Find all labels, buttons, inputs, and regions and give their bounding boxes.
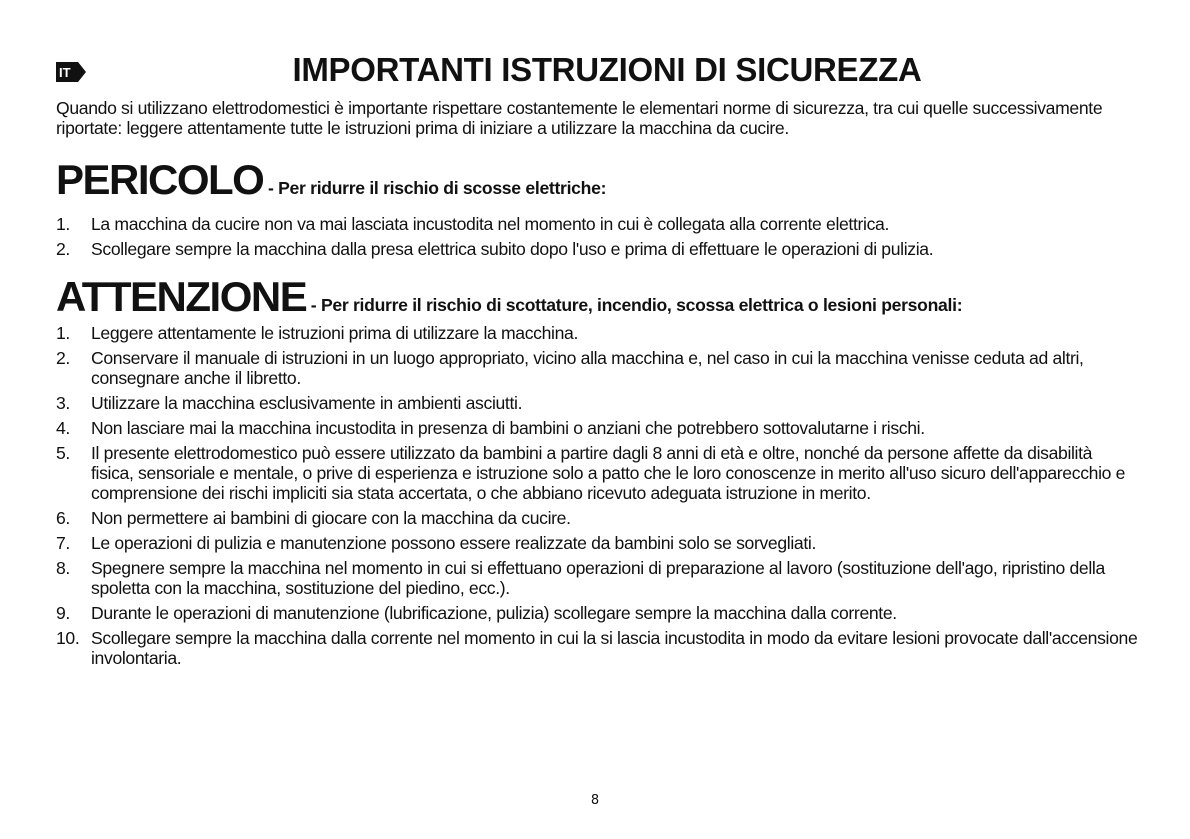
list-item-text: Durante le operazioni di manutenzione (lubrificazione, pulizia) scollegare sempre la macchina dalla corrente. bbox=[91, 603, 897, 623]
list-item bbox=[56, 239, 1138, 259]
list-item-text: Non lasciare mai la macchina incustodita in presenza di bambini o anziani che potrebbero sottovalutarne i rischi. bbox=[91, 418, 925, 438]
pericolo-heading bbox=[56, 156, 1138, 210]
page-title: IMPORTANTI ISTRUZIONI DI SICUREZZA bbox=[292, 51, 922, 88]
list-item-number: 4. bbox=[56, 418, 70, 438]
list-item bbox=[56, 393, 1138, 413]
list-item bbox=[56, 418, 1138, 438]
list-item-number: 1. bbox=[56, 214, 70, 234]
list-item-number: 6. bbox=[56, 508, 70, 528]
pericolo-title: PERICOLO bbox=[56, 156, 264, 203]
manual-page bbox=[56, 50, 1138, 673]
list-item bbox=[56, 214, 1138, 234]
list-item-text: Scollegare sempre la macchina dalla corrente nel momento in cui la si lascia incustodita in modo da evitare lesioni provocate dall'accensione involontaria. bbox=[91, 628, 1138, 668]
intro-paragraph: Quando si utilizzano elettrodomestici è importante rispettare costantemente le elementari norme di sicurezza, tra cui quelle successivamente riportate: leggere attentamente tutte le istruzioni prima di iniziare a utilizzare la macchina da cucire. bbox=[56, 98, 1103, 138]
pericolo-list bbox=[56, 214, 1138, 259]
page-number: 8 bbox=[590, 793, 600, 808]
language-code: IT bbox=[59, 65, 71, 80]
list-item-number: 9. bbox=[56, 603, 70, 623]
language-tag-icon bbox=[56, 62, 86, 82]
list-item-number: 3. bbox=[56, 393, 70, 413]
attenzione-subtitle: - Per ridurre il rischio di scottature, incendio, scossa elettrica o lesioni personali: bbox=[306, 295, 963, 315]
list-item-text: Il presente elettrodomestico può essere utilizzato da bambini a partire dagli 8 anni di età e oltre, nonché da persone affette da disabilità fisica, sensoriale e mentale, o prive di esperienza e istruzione solo a patto che le loro conoscenze in merito all'uso sicuro dell'apparecchio e comprensione dei rischi impliciti sia stata accertata, o che abbiano ricevuto adeguata istruzione in merito. bbox=[91, 443, 1126, 503]
list-item-number: 7. bbox=[56, 533, 70, 553]
list-item-text: Leggere attentamente le istruzioni prima di utilizzare la macchina. bbox=[91, 323, 579, 343]
list-item bbox=[56, 323, 1138, 343]
attenzione-list bbox=[56, 323, 1138, 668]
attenzione-title: ATTENZIONE bbox=[56, 273, 307, 320]
list-item bbox=[56, 533, 1138, 553]
list-item bbox=[56, 558, 1138, 598]
list-item-number: 2. bbox=[56, 348, 70, 368]
list-item-text: Conservare il manuale di istruzioni in un luogo appropriato, vicino alla macchina e, nel caso in cui la macchina venisse ceduta ad altri, consegnare anche il libretto. bbox=[91, 348, 1084, 388]
list-item-text: Scollegare sempre la macchina dalla presa elettrica subito dopo l'uso e prima di effettuare le operazioni di pulizia. bbox=[91, 239, 934, 259]
list-item-text: La macchina da cucire non va mai lasciata incustodita nel momento in cui è collegata alla corrente elettrica. bbox=[91, 214, 890, 234]
list-item bbox=[56, 603, 1138, 623]
list-item bbox=[56, 443, 1138, 503]
list-item-number: 2. bbox=[56, 239, 70, 259]
attenzione-heading bbox=[56, 273, 1138, 320]
list-item bbox=[56, 628, 1138, 668]
language-badge bbox=[56, 62, 86, 82]
list-item-number: 1. bbox=[56, 323, 70, 343]
list-item-number: 10. bbox=[56, 628, 80, 648]
list-item-number: 8. bbox=[56, 558, 70, 578]
list-item-text: Le operazioni di pulizia e manutenzione possono essere realizzate da bambini solo se sorvegliati. bbox=[91, 533, 816, 553]
list-item-text: Utilizzare la macchina esclusivamente in ambienti asciutti. bbox=[91, 393, 523, 413]
list-item-number: 5. bbox=[56, 443, 70, 463]
list-item-text: Non permettere ai bambini di giocare con la macchina da cucire. bbox=[91, 508, 571, 528]
pericolo-subtitle: - Per ridurre il rischio di scosse elettriche: bbox=[263, 178, 607, 198]
list-item-text: Spegnere sempre la macchina nel momento in cui si effettuano operazioni di preparazione al lavoro (sostituzione dell'ago, ripristino della spoletta con la macchina, sostituzione del piedino, ecc.). bbox=[91, 558, 1105, 598]
list-item bbox=[56, 508, 1138, 528]
list-item bbox=[56, 348, 1138, 388]
